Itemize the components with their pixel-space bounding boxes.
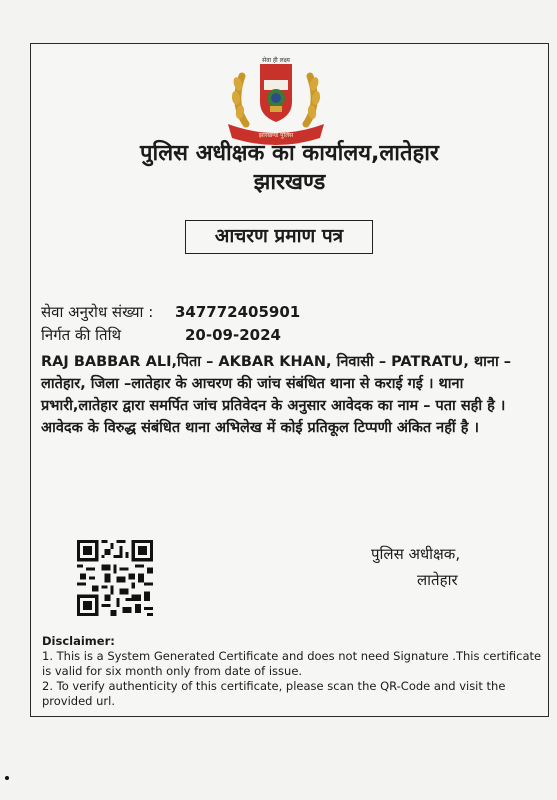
signature-title: पुलिस अधीक्षक,: [371, 545, 461, 563]
certificate-sheet: [30, 43, 549, 717]
qr-code-icon[interactable]: [77, 540, 153, 616]
office-name: पुलिस अधीक्षक का कार्यालय,लातेहार: [140, 141, 439, 166]
disclaimer-heading: Disclaimer:: [42, 634, 115, 648]
request-number-value: 347772405901: [175, 303, 301, 321]
scan-dot: [5, 776, 9, 780]
signature-block: [371, 541, 460, 593]
disclaimer-item-2: 2. To verify authenticity of this certificate, please scan the QR-Code and visit the provided url.: [42, 679, 506, 708]
disclaimer-item-1: 1. This is a System Generated Certificate and does not need Signature .This certificate is valid for six month only from date of issue.: [42, 649, 542, 678]
office-state: झारखण्ड: [253, 170, 326, 195]
certificate-body: RAJ BABBAR ALI,पिता – AKBAR KHAN, निवासी – PATRATU, थाना –लातेहार, जिला –लातेहार के आचरण की जांच संबंधित थाना से कराई गई । थाना प्रभारी,लातेहार द्वारा समर्पित जांच प्रतिवेदन के अनुसार आवेदक का नाम – पता सही है । आवेदक के विरुद्ध संबंधित थाना अभिलेख में कोई प्रतिकूल टिप्पणी अंकित नहीं है ।: [41, 354, 512, 436]
office-heading: [31, 139, 548, 197]
request-number-label: सेवा अनुरोध संख्या :: [41, 303, 154, 321]
document-title: आचरण प्रमाण पत्र: [185, 220, 373, 254]
disclaimer: [42, 634, 542, 709]
issue-date-value: 20-09-2024: [185, 326, 281, 344]
request-number-row: [41, 302, 300, 322]
signature-location: लातेहार: [417, 571, 458, 589]
issue-date-row: [41, 325, 281, 345]
police-emblem-icon: [224, 54, 328, 146]
emblem-ribbon: झारखण्ड पुलिस: [258, 132, 294, 139]
issue-date-label: निर्गत की तिथि: [41, 326, 122, 344]
emblem-motto: सेवा ही लक्ष्य: [262, 57, 290, 64]
